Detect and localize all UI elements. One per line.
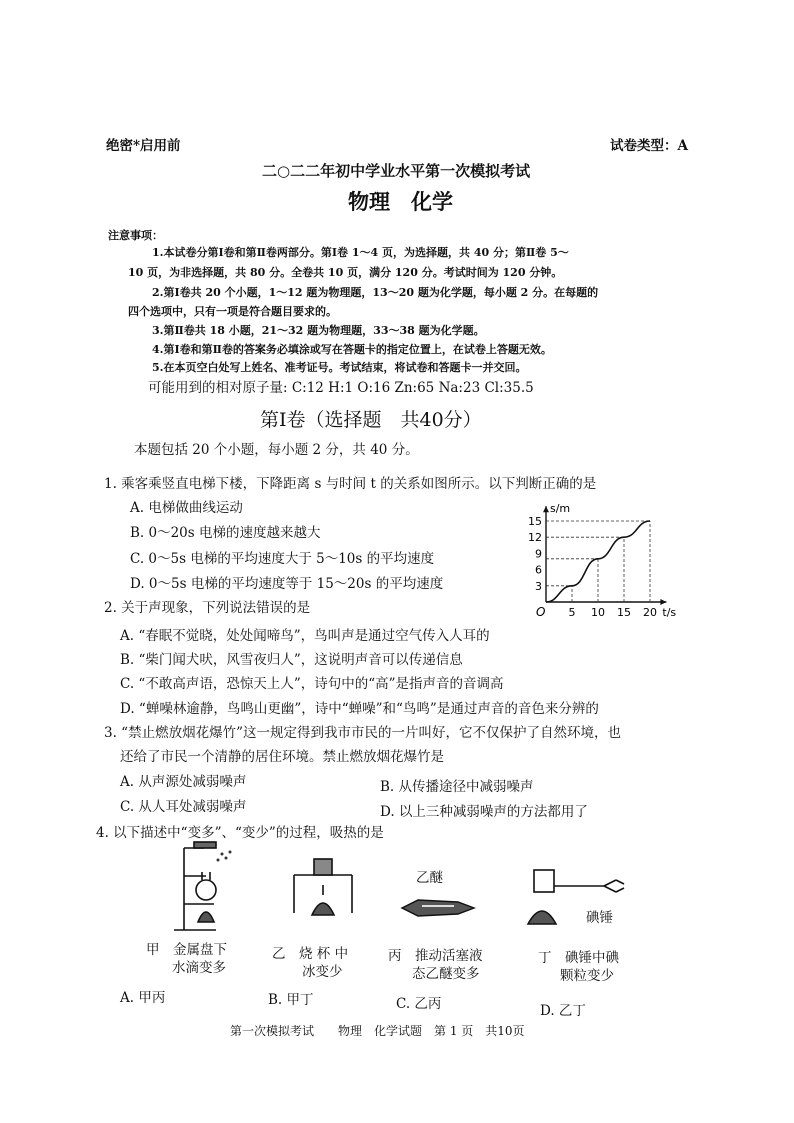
caption-yi-2: 冰变少 xyxy=(302,964,343,980)
exam-title: 二○二二年初中学业水平第一次模拟考试 xyxy=(262,162,531,180)
caption-ding-2: 颗粒变少 xyxy=(560,968,614,984)
subject-title: 物理 化学 xyxy=(348,189,453,214)
q2-option-d: D. “蝉噪林逾静，鸟鸣山更幽”，诗中“蝉噪”和“鸟鸣”是通过声音的音色来分辨的 xyxy=(120,701,599,717)
y-tick-label: 9 xyxy=(535,547,542,561)
figure-yi-apparatus xyxy=(288,855,358,925)
q4-option-d: D. 乙丁 xyxy=(540,1003,586,1019)
y-tick-label: 12 xyxy=(528,531,542,545)
origin-label: O xyxy=(536,605,546,619)
secret-label: 绝密*启用前 xyxy=(106,138,181,154)
q1-option-d: D. 0～5s 电梯的平均速度等于 15～20s 的平均速度 xyxy=(130,576,444,592)
atomic-mass: 可能用到的相对原子量: C:12 H:1 O:16 Zn:65 Na:23 Cl:35.5 xyxy=(148,380,534,396)
notice-item-2a: 2.第Ⅰ卷共 20 个小题，1～12 题为物理题，13～20 题为化学题，每小题 2 分。在每题的 xyxy=(152,286,599,299)
q2-option-b: B. “柴门闻犬吠，风雪夜归人”，这说明声音可以传递信息 xyxy=(120,652,463,668)
y-tick-label: 6 xyxy=(535,563,542,577)
y-axis-label: s/m xyxy=(550,502,571,516)
q2-option-a: A. “春眠不觉晓，处处闻啼鸟”，鸟叫声是通过空气传入人耳的 xyxy=(120,628,490,644)
caption-ding-1: 丁 碘锤中碘 xyxy=(538,950,619,966)
caption-bing-2: 态乙醚变多 xyxy=(412,966,480,982)
page-footer: 第一次模拟考试 物理 化学试题 第 1 页 共10页 xyxy=(230,1024,525,1038)
x-tick-label: 10 xyxy=(591,606,605,619)
q1-option-a: A. 电梯做曲线运动 xyxy=(130,500,243,516)
x-axis-label: t/s xyxy=(662,606,677,619)
y-tick-label: 15 xyxy=(528,515,542,528)
section-title: 第Ⅰ卷（选择题 共40分） xyxy=(260,409,482,431)
notice-item-1a: 1.本试卷分第Ⅰ卷和第Ⅱ卷两部分。第Ⅰ卷 1～4 页，为选择题，共 40 分；第Ⅱ卷 5～ xyxy=(152,246,569,259)
caption-bing-1: 丙 推动活塞液 xyxy=(388,948,483,964)
q1-option-c: C. 0～5s 电梯的平均速度大于 5～10s 的平均速度 xyxy=(130,551,435,567)
figure-ding-apparatus xyxy=(524,866,634,928)
notice-item-1b: 10 页，为非选择题，共 80 分。全卷共 10 页，满分 120 分。考试时间为 120 分钟。 xyxy=(128,266,563,279)
q1-option-b: B. 0～20s 电梯的速度越来越大 xyxy=(130,525,321,541)
q4-option-a: A. 甲丙 xyxy=(120,990,166,1006)
q1-stem: 1. 乘客乘竖直电梯下楼，下降距离 s 与时间 t 的关系如图所示。以下判断正确的是 xyxy=(104,476,597,492)
label-ether: 乙醚 xyxy=(416,870,443,886)
paper-type: 试卷类型：A xyxy=(610,138,688,154)
q3-option-c: C. 从人耳处减弱噪声 xyxy=(120,799,247,815)
q3-stem-2: 还给了市民一个清静的居住环境。禁止燃放烟花爆竹是 xyxy=(120,749,444,765)
q3-option-b: B. 从传播途径中减弱噪声 xyxy=(380,779,534,795)
caption-yi-1: 乙 烧 杯 中 xyxy=(272,946,349,962)
notice-item-2b: 四个选项中，只有一项是符合题目要求的。 xyxy=(128,305,337,318)
figure-jia-apparatus xyxy=(170,840,240,935)
q1-distance-time-chart xyxy=(520,500,680,620)
x-tick-label: 20 xyxy=(643,606,657,619)
section-intro: 本题包括 20 个小题，每小题 2 分，共 40 分。 xyxy=(134,442,419,458)
label-iodine-hammer: 碘锤 xyxy=(586,910,613,926)
y-axis-arrow xyxy=(543,506,549,512)
q4-option-c: C. 乙丙 xyxy=(396,996,442,1012)
notice-item-4: 4.第Ⅰ卷和第Ⅱ卷的答案务必填涂或写在答题卡的指定位置上，在试卷上答题无效。 xyxy=(152,343,552,356)
notice-item-5: 5.在本页空白处写上姓名、准考证号。考试结束，将试卷和答题卡一并交回。 xyxy=(152,361,527,374)
caption-jia-2: 水滴变多 xyxy=(172,960,226,976)
x-tick-label: 5 xyxy=(568,606,576,619)
q3-option-d: D. 以上三种减弱噪声的方法都用了 xyxy=(380,804,588,820)
caption-jia-1: 甲 金属盘下 xyxy=(146,942,227,958)
q4-option-b: B. 甲丁 xyxy=(268,992,314,1008)
q2-stem: 2. 关于声现象，下列说法错误的是 xyxy=(104,600,311,616)
q3-stem-1: 3. “禁止燃放烟花爆竹”这一规定得到我市市民的一片叫好，它不仅保护了自然环境，也 xyxy=(104,725,621,741)
q4-stem: 4. 以下描述中“变多”、“变少”的过程，吸热的是 xyxy=(96,825,384,841)
notice-heading: 注意事项： xyxy=(108,229,163,242)
notice-item-3: 3.第Ⅱ卷共 18 小题，21～32 题为物理题，33～38 题为化学题。 xyxy=(152,324,485,337)
x-tick-label: 15 xyxy=(617,606,631,619)
q3-option-a: A. 从声源处减弱噪声 xyxy=(120,774,247,790)
y-tick-label: 3 xyxy=(535,579,542,593)
x-axis-arrow xyxy=(660,599,666,605)
q2-option-c: C. “不敢高声语，恐惊天上人”，诗句中的“高”是指声音的音调高 xyxy=(120,676,504,692)
figure-bing-syringe xyxy=(398,894,478,922)
